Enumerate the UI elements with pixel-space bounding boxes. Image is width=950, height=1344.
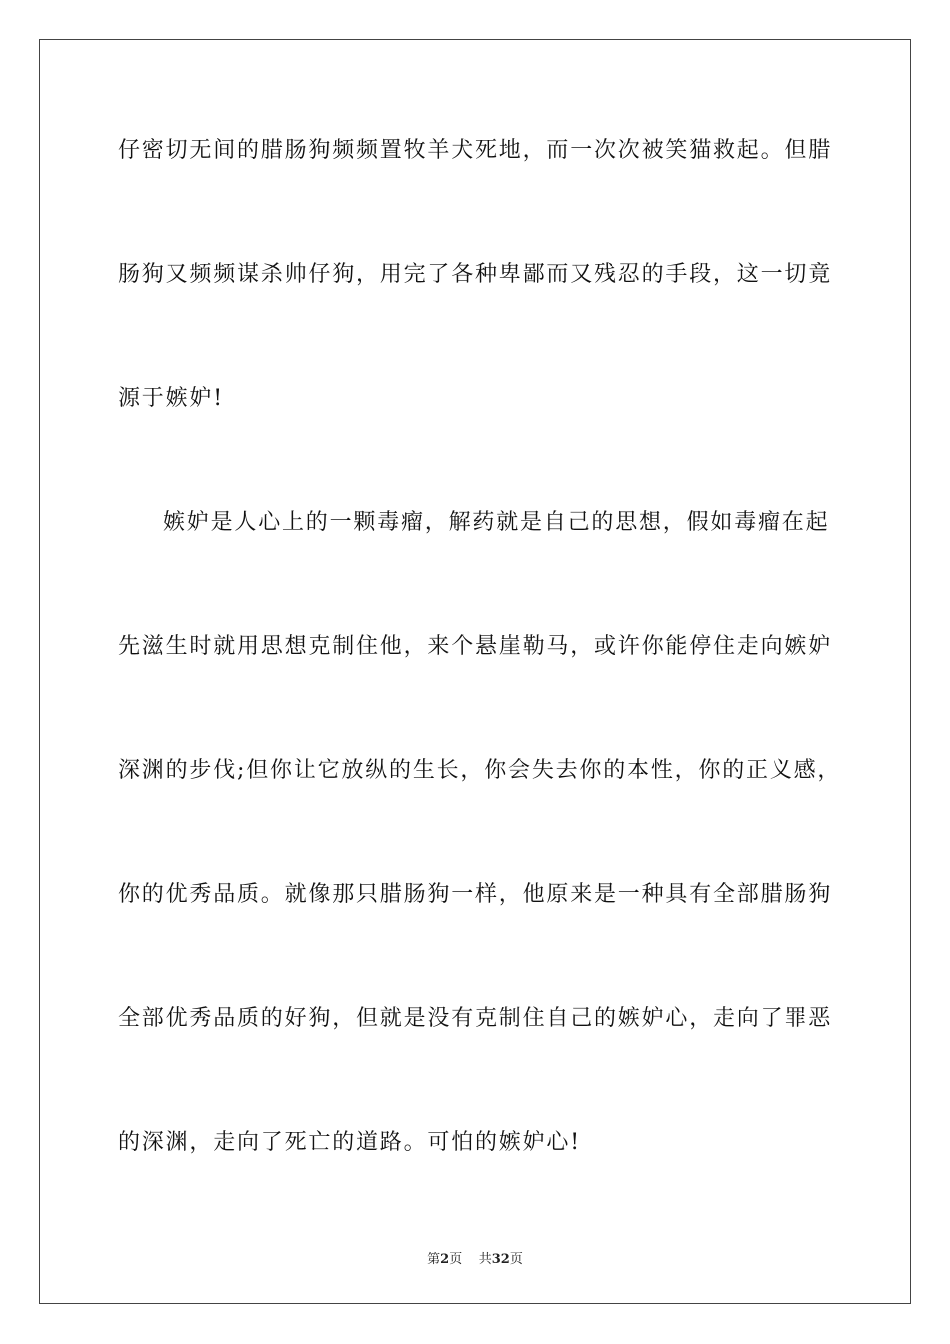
paragraph-2-first-line: 嫉妒是人心上的一颗毒瘤，解药就是自己的思想，假如毒瘤在起 (163, 510, 830, 535)
text-line-2: 肠狗又频频谋杀帅仔狗，用完了各种卑鄙而又残忍的手段，这一切竟 (118, 262, 833, 287)
text-line-7: 你的优秀品质。就像那只腊肠狗一样，他原来是一种具有全部腊肠狗 (118, 882, 833, 907)
total-prefix: 共 (478, 1252, 492, 1267)
page-footer (0, 1248, 950, 1267)
page-number: 2 (440, 1252, 450, 1267)
text-line-5: 先滋生时就用思想克制住他，来个悬崖勒马，或许你能停住走向嫉妒 (118, 634, 833, 659)
text-line-3: 源于嫉妒! (118, 386, 224, 411)
page-suffix: 页 (449, 1252, 463, 1267)
page-border (39, 39, 911, 1304)
text-line-8: 全部优秀品质的好狗，但就是没有克制住自己的嫉妒心，走向了罪恶 (118, 1006, 833, 1031)
text-line-9: 的深渊，走向了死亡的道路。可怕的嫉妒心! (118, 1130, 581, 1155)
total-pages: 32 (491, 1252, 510, 1267)
page-prefix: 第 (427, 1252, 441, 1267)
total-suffix: 页 (509, 1252, 523, 1267)
text-line-1: 仔密切无间的腊肠狗频频置牧羊犬死地，而一次次被笑猫救起。但腊 (118, 138, 833, 163)
text-line-6: 深渊的步伐;但你让它放纵的生长，你会失去你的本性，你的正义感， (118, 758, 842, 783)
